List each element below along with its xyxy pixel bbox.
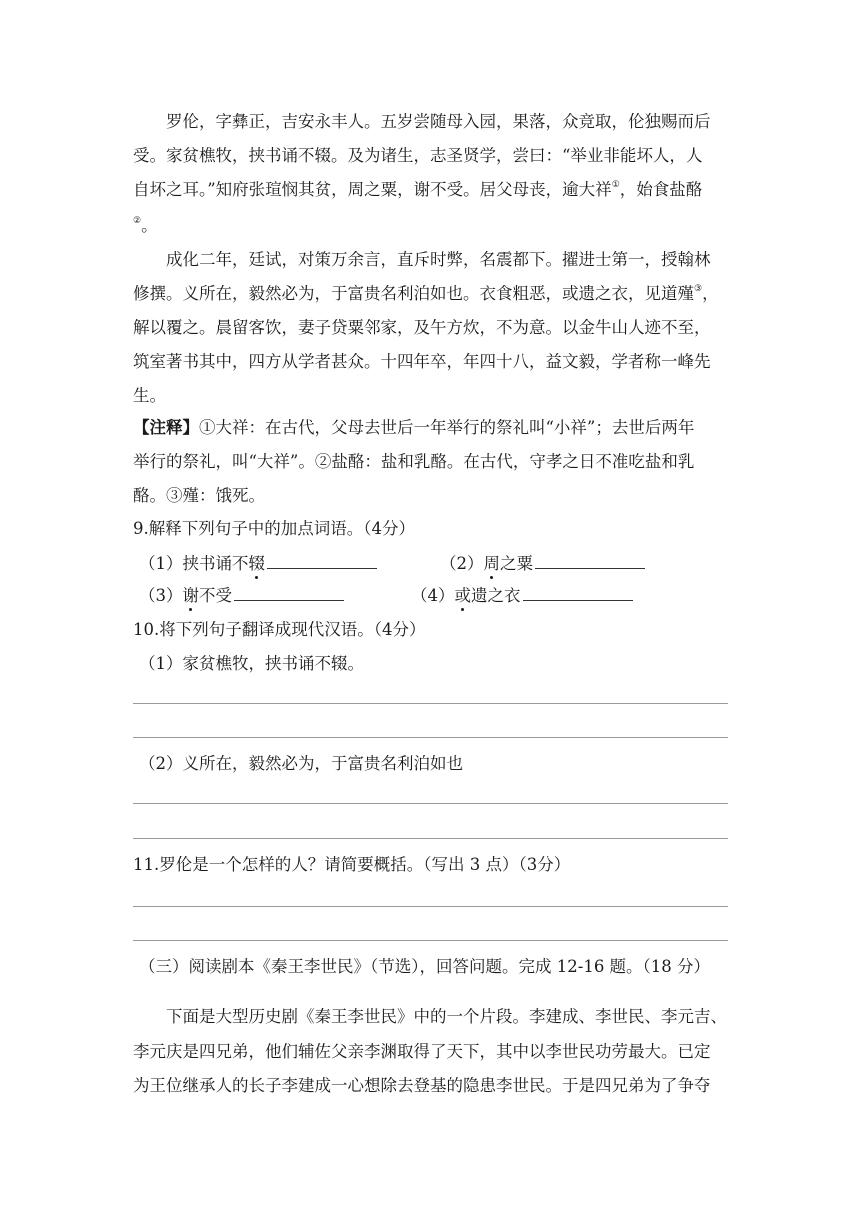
footnote-mark-3: ③ [694,284,703,294]
q9-item-3-pre: （3） [139,586,183,605]
answer-line[interactable] [133,803,728,804]
q9-item-3-post: 不受 [199,586,232,605]
notes-bracket: 【注释】 [133,418,199,437]
notes-line1 [133,418,733,438]
q9-title: 9.解释下列句子中的加点词语。（4分） [133,519,415,538]
q9-item-4-blank[interactable] [523,584,633,601]
q10-sentence-2: （2）义所在，毅然必为，于富贵名利泊如也 [139,754,463,773]
q9-item-1-blank[interactable] [267,552,377,569]
answer-line[interactable] [133,703,728,704]
q9-item-2-dot: 周 [483,554,500,573]
passage-p2-line2-text: 修撰。义所在，毅然必为，于富贵名利泊如也。衣食粗恶，或遗之衣，见道殣 [133,284,694,303]
q9-item-4-dot: 或 [454,586,471,605]
q9-item-2-blank[interactable] [535,552,645,569]
passage-p2-line3: 解以覆之。晨留客饮，妻子贷粟邻家，及午方炊，不为意。以金牛山人迹不至， [133,318,711,337]
footnote-mark-2: ② [133,216,142,226]
passage-p1-line1: 罗伦，字彝正，吉安永丰人。五岁尝随母入园，果落，众竞取，伦独赐而后 [166,112,711,131]
answer-line[interactable] [133,906,728,907]
q11-title: 11.罗伦是一个怎样的人？请简要概括。（写出 3 点）（3分） [133,855,571,874]
passage-p1-line5 [133,216,733,236]
q9-item-4-pre: （4） [411,586,455,605]
passage-p2-line2: 修撰。义所在，毅然必为，于富贵名利泊如也。衣食粗恶，或遗之衣，见道殣③， [133,284,719,303]
answer-line[interactable] [133,940,728,941]
passage-p1-line3-cont: ，始食盐酪 [619,180,703,199]
q9-item-1-dot: 辍 [248,554,265,573]
section3-line3: 为王位继承人的长子李建成一心想除去登基的隐患李世民。于是四兄弟为了争夺 [133,1076,711,1095]
q10-title: 10.将下列句子翻译成现代汉语。（4分） [133,620,426,639]
q9-item-3-dot: 谢 [182,586,199,605]
q9-item-3-blank[interactable] [234,584,344,601]
answer-line[interactable] [133,737,728,738]
passage-p1-line2: 受。家贫樵牧，挟书诵不辍。及为诸生，志圣贤学，尝曰：“举业非能坏人，人 [133,146,703,165]
passage-p2-line5: 生。 [133,386,166,405]
passage-p1-line3: 自坏之耳。”知府张瑄悯其贫，周之粟，谢不受。居父母丧，逾大祥①，始食盐酪 [133,180,703,199]
q9-item-2-pre: （2） [440,554,484,573]
answer-line[interactable] [133,838,728,839]
section3-title: （三）阅读剧本《秦王李世民》（节选），回答问题。完成 12-16 题。（18 分） [139,957,711,976]
passage-p2-line4: 筑室著书其中，四方从学者甚众。十四年卒，年四十八，益文毅，学者称一峰先 [133,352,711,371]
passage-p2-line1: 成化二年，廷试，对策万余言，直斥时弊，名震都下。擢进士第一，授翰林 [166,250,711,269]
q9-item-2 [440,552,700,574]
passage-p1-end: 。 [141,216,158,235]
q9-item-2-post: 之粟 [500,554,533,573]
q10-sentence-1: （1）家贫樵牧，挟书诵不辍。 [139,654,364,673]
notes-line1-text: ①大祥：在古代，父母去世后一年举行的祭礼叫“小祥”；去世后两年 [199,418,695,437]
notes-line3: 酪。③殣：饿死。 [133,486,265,505]
section3-line2: 李元庆是四兄弟，他们辅佐父亲李渊取得了天下，其中以李世民功劳最大。已定 [133,1042,711,1061]
q9-item-1-pre: （1）挟书诵不 [139,554,249,573]
footnote-mark-1: ① [611,180,620,190]
q9-item-4-post: 遗之衣 [471,586,521,605]
section3-line1: 下面是大型历史剧《秦王李世民》中的一个片段。李建成、李世民、李元吉、 [166,1007,727,1026]
notes-line2: 举行的祭礼，叫“大祥”。②盐酪：盐和乳酪。在古代，守孝之日不准吃盐和乳 [133,452,695,471]
q9-item-4 [411,584,671,606]
